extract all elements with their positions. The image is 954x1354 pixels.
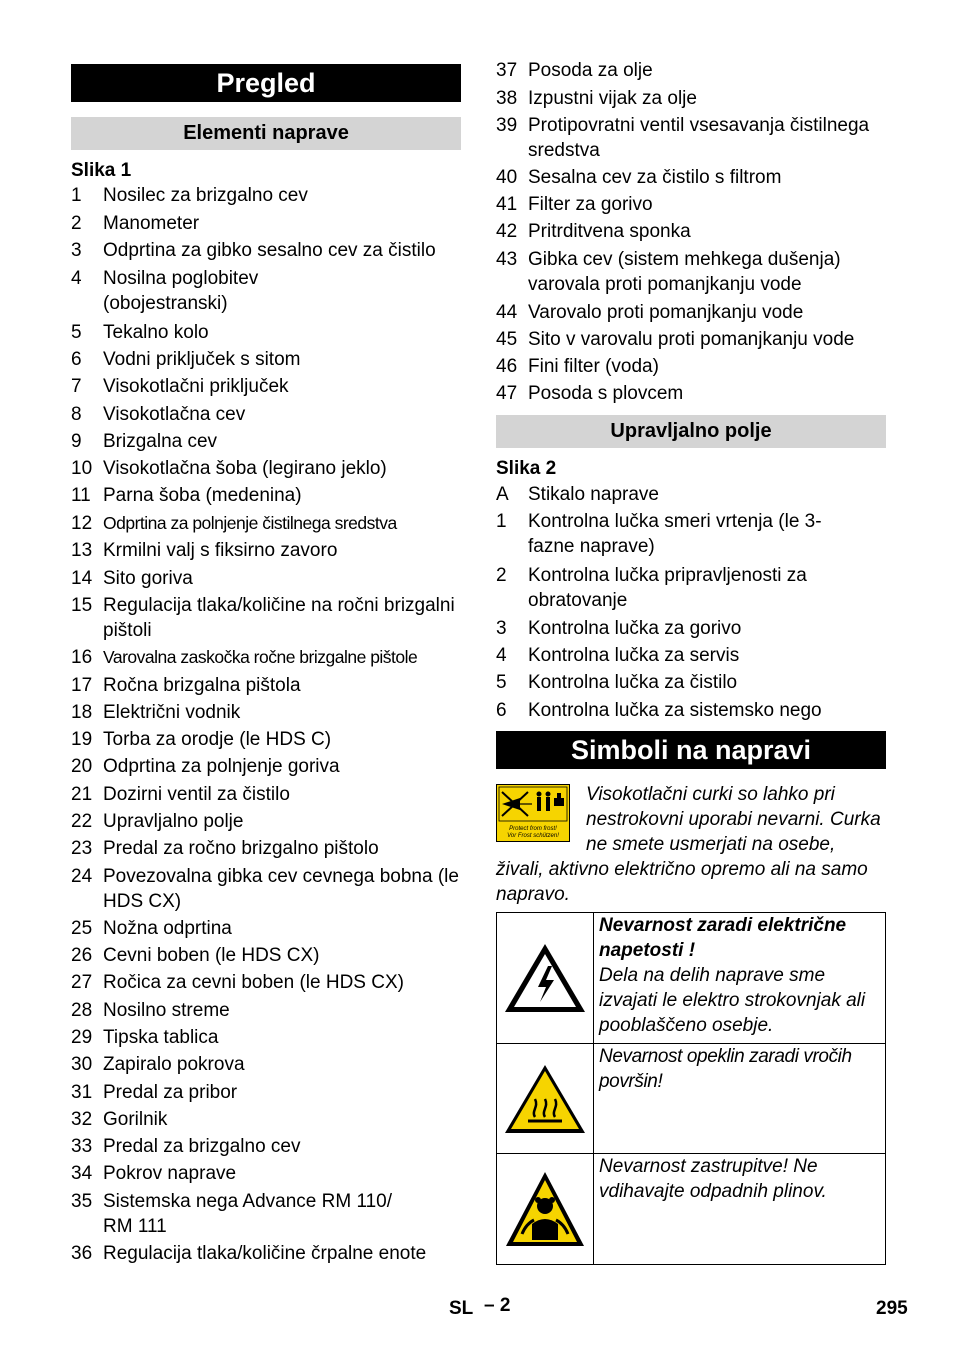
- list-item: 35 Sistemska nega Advance RM 110/ RM 111: [71, 1191, 393, 1237]
- list-item: 29 Tipska tablica: [71, 1027, 219, 1048]
- list-item: 18 Električni vodnik: [71, 702, 241, 723]
- list-item: 2 Kontrolna lučka pripravljenosti za obratovanje: [496, 565, 807, 611]
- toxic-fumes-icon: [502, 1166, 588, 1252]
- list-item: 1 Kontrolna lučka smeri vrtenja (le 3-fazne naprave): [496, 511, 822, 557]
- list-item: 30 Zapiralo pokrova: [71, 1054, 245, 1075]
- warning-text: Nevarnost zaradi električne napetosti ! Dela na delih naprave sme izvajati le elektro strokovnjak ali pooblaščeno osebje.: [599, 915, 866, 1036]
- list-item: 41 Filter za gorivo: [496, 194, 653, 215]
- figure-label-1: Slika 1: [71, 160, 132, 181]
- list-item: 16 Varovalna zaskočka ročne brizgalne pištole: [71, 647, 418, 668]
- list-item: 1 Nosilec za brizgalno cev: [71, 185, 308, 206]
- figure-label-2: Slika 2: [496, 458, 557, 479]
- svg-text:Vor Frost schützen!: Vor Frost schützen!: [507, 833, 559, 839]
- list-item: 9 Brizgalna cev: [71, 431, 218, 452]
- list-item: 23 Predal za ročno brizgalno pištolo: [71, 838, 379, 859]
- list-item: 40 Sesalna cev za čistilo s filtrom: [496, 167, 782, 188]
- frost-warning-text: Visokotlačni curki so lahko pri nestrokovni uporabi nevarni. Curka ne smete usmerjati na osebe, živali, aktivno električno opremo ali na samo napravo.: [496, 784, 881, 905]
- list-item: 38 Izpustni vijak za olje: [496, 88, 697, 109]
- list-item: 4 Kontrolna lučka za servis: [496, 645, 740, 666]
- warning-text: Nevarnost opeklin zaradi vročih površin!: [599, 1046, 852, 1092]
- hot-surface-icon: [502, 1061, 588, 1137]
- frost-warning-block: [496, 782, 886, 912]
- list-item: 11 Parna šoba (medenina): [71, 485, 302, 506]
- list-item: 33 Predal za brizgalno cev: [71, 1136, 301, 1157]
- list-item: 44 Varovalo proti pomanjkanju vode: [496, 302, 804, 323]
- table-row: [497, 1043, 885, 1153]
- list-item: 22 Upravljalno polje: [71, 811, 244, 832]
- list-item: 31 Predal za pribor: [71, 1082, 238, 1103]
- list-item: 28 Nosilno streme: [71, 1000, 230, 1021]
- list-item: 14 Sito goriva: [71, 568, 193, 589]
- list-item: 6 Vodni priključek s sitom: [71, 349, 301, 370]
- footer-page-number: 295: [876, 1298, 908, 1319]
- list-item: 27 Ročica za cevni boben (le HDS CX): [71, 972, 404, 993]
- list-item: 15 Regulacija tlaka/količine na ročni brizgalni pištoli: [71, 595, 455, 641]
- list-item: 43 Gibka cev (sistem mehkega dušenja) varovala proti pomanjkanju vode: [496, 249, 841, 295]
- list-item: 45 Sito v varovalu proti pomanjkanju vode: [496, 329, 855, 350]
- subsection-title-control-panel: Upravljalno polje: [496, 415, 886, 448]
- list-item: 7 Visokotlačni priključek: [71, 376, 289, 397]
- table-row: [497, 1153, 885, 1264]
- list-item: 36 Regulacija tlaka/količine črpalne enote: [71, 1243, 427, 1264]
- list-item: 3 Odprtina za gibko sesalno cev za čistilo: [71, 240, 436, 261]
- frost-protection-icon: [496, 784, 570, 842]
- list-item: 25 Nožna odprtina: [71, 918, 232, 939]
- list-item: 3 Kontrolna lučka za gorivo: [496, 618, 742, 639]
- list-item: 12 Odprtina za polnjenje čistilnega sredstva: [71, 513, 397, 534]
- list-item: 4 Nosilna poglobitev (obojestranski): [71, 268, 259, 314]
- list-item: 21 Dozirni ventil za čistilo: [71, 784, 290, 805]
- list-item: 10 Visokotlačna šoba (legirano jeklo): [71, 458, 387, 479]
- subsection-title-elements: Elementi naprave: [71, 117, 461, 150]
- list-item: 37 Posoda za olje: [496, 60, 653, 81]
- list-item: 39 Protipovratni ventil vsesavanja čistilnega sredstva: [496, 115, 870, 161]
- list-item: 42 Pritrditvena sponka: [496, 221, 691, 242]
- section-title-overview: Pregled: [71, 64, 461, 102]
- warning-symbols-table: [496, 912, 886, 1265]
- list-item: 2 Manometer: [71, 213, 200, 234]
- warning-text: Nevarnost zastrupitve! Ne vdihavajte odpadnih plinov.: [599, 1156, 827, 1202]
- footer-language: SL: [449, 1298, 474, 1319]
- footer-section-page: – 2: [484, 1295, 511, 1316]
- list-item: 20 Odprtina za polnjenje goriva: [71, 756, 340, 777]
- list-item: 6 Kontrolna lučka za sistemsko nego: [496, 700, 822, 721]
- list-item: 8 Visokotlačna cev: [71, 404, 246, 425]
- table-row: [497, 913, 885, 1043]
- list-item: A Stikalo naprave: [496, 484, 659, 505]
- list-item: 13 Krmilni valj s fiksirno zavoro: [71, 540, 338, 561]
- list-item: 32 Gorilnik: [71, 1109, 168, 1130]
- list-item: 17 Ročna brizgalna pištola: [71, 675, 301, 696]
- list-item: 34 Pokrov naprave: [71, 1163, 237, 1184]
- section-title-symbols: Simboli na napravi: [496, 731, 886, 769]
- electric-hazard-icon: [502, 940, 588, 1016]
- list-item: 5 Kontrolna lučka za čistilo: [496, 672, 738, 693]
- svg-text:Protect from frost!: Protect from frost!: [509, 826, 557, 832]
- list-item: 47 Posoda s plovcem: [496, 383, 684, 404]
- list-item: 26 Cevni boben (le HDS CX): [71, 945, 320, 966]
- list-item: 19 Torba za orodje (le HDS C): [71, 729, 332, 750]
- list-item: 46 Fini filter (voda): [496, 356, 659, 377]
- list-item: 24 Povezovalna gibka cev cevnega bobna (le HDS CX): [71, 866, 459, 912]
- list-item: 5 Tekalno kolo: [71, 322, 209, 343]
